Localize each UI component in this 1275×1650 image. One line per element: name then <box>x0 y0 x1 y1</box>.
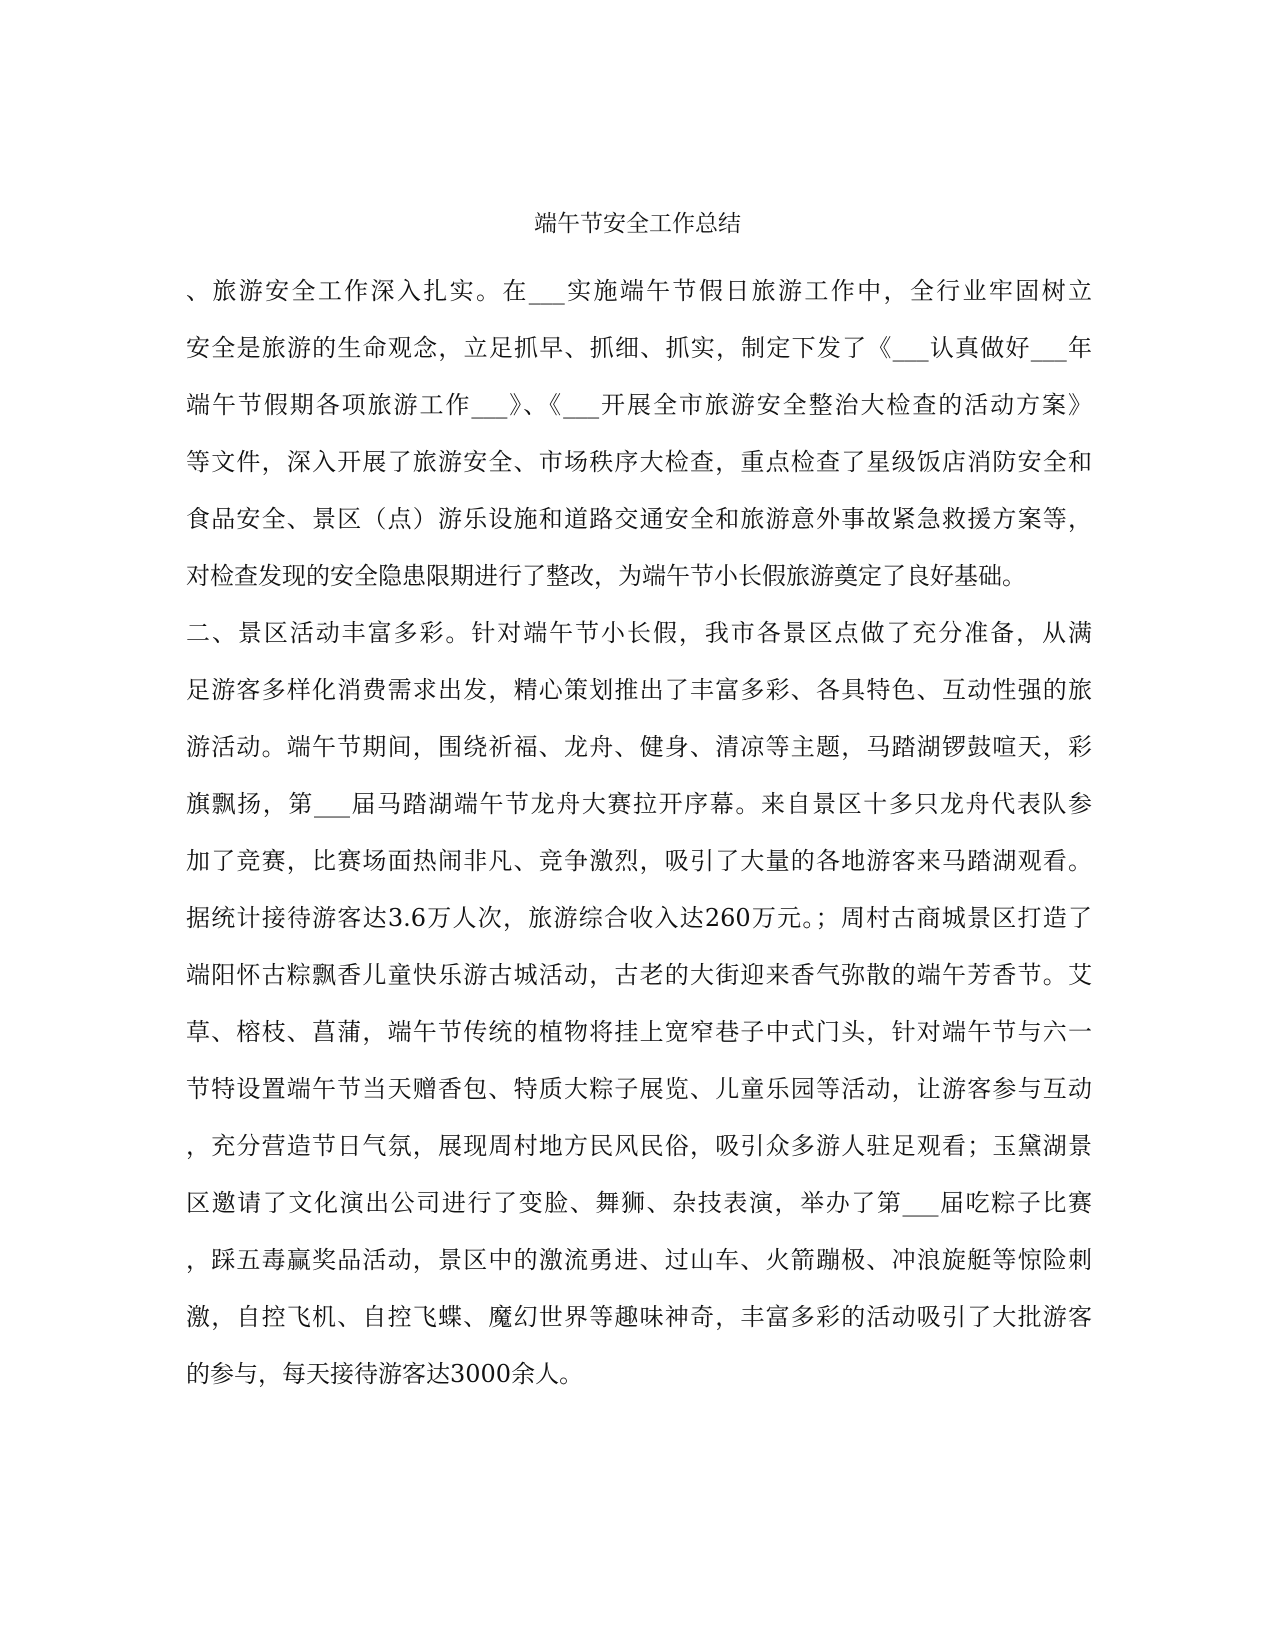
paragraph-tourism-safety <box>186 271 1092 613</box>
paragraph-line: ，充分营造节日气氛，展现周村地方民风民俗，吸引众多游人驻足观看；玉黛湖景 <box>186 1132 1092 1160</box>
paragraph-line: 草、榕枝、菖蒲，端午节传统的植物将挂上宽窄巷子中式门头，针对端午节与六一 <box>186 1018 1092 1046</box>
paragraph-line: 端阳怀古粽飘香儿童快乐游古城活动，古老的大街迎来香气弥散的端午芳香节。艾 <box>186 961 1092 989</box>
paragraph-line: 、旅游安全工作深入扎实。在___实施端午节假日旅游工作中，全行业牢固树立 <box>186 277 1092 305</box>
paragraph-line: ，踩五毒赢奖品活动，景区中的激流勇进、过山车、火箭蹦极、冲浪旋艇等惊险刺 <box>186 1246 1092 1274</box>
paragraph-line: 二、景区活动丰富多彩。针对端午节小长假，我市各景区点做了充分准备，从满 <box>186 619 1092 647</box>
paragraph-line: 节特设置端午节当天赠香包、特质大粽子展览、儿童乐园等活动，让游客参与互动 <box>186 1075 1092 1103</box>
paragraph-line: 据统计接待游客达3.6万人次，旅游综合收入达260万元。；周村古商城景区打造了 <box>186 904 1092 932</box>
paragraph-line: 激，自控飞机、自控飞蝶、魔幻世界等趣味神奇，丰富多彩的活动吸引了大批游客 <box>186 1303 1092 1331</box>
document-body <box>186 271 1092 1411</box>
paragraph-line: 足游客多样化消费需求出发，精心策划推出了丰富多彩、各具特色、互动性强的旅 <box>186 676 1092 704</box>
paragraph-line: 等文件，深入开展了旅游安全、市场秩序大检查，重点检查了星级饭店消防安全和 <box>186 448 1092 476</box>
paragraph-line: 旗飘扬，第___届马踏湖端午节龙舟大赛拉开序幕。来自景区十多只龙舟代表队参 <box>186 790 1092 818</box>
paragraph-line: 安全是旅游的生命观念，立足抓早、抓细、抓实，制定下发了《___认真做好___年 <box>186 334 1092 362</box>
paragraph-line: 对检查发现的安全隐患限期进行了整改，为端午节小长假旅游奠定了良好基础。 <box>186 562 1026 590</box>
paragraph-line: 食品安全、景区（点）游乐设施和道路交通安全和旅游意外事故紧急救援方案等， <box>186 505 1092 533</box>
paragraph-line: 游活动。端午节期间，围绕祈福、龙舟、健身、清凉等主题，马踏湖锣鼓喧天，彩 <box>186 733 1092 761</box>
paragraph-line: 的参与，每天接待游客达3000余人。 <box>186 1360 584 1388</box>
document-title: 端午节安全工作总结 <box>534 211 741 237</box>
paragraph-line: 加了竞赛，比赛场面热闹非凡、竞争激烈，吸引了大量的各地游客来马踏湖观看。 <box>186 847 1092 875</box>
paragraph-scenic-activities <box>186 613 1092 1411</box>
paragraph-line: 区邀请了文化演出公司进行了变脸、舞狮、杂技表演，举办了第___届吃粽子比赛 <box>186 1189 1092 1217</box>
paragraph-line: 端午节假期各项旅游工作___》、《___开展全市旅游安全整治大检查的活动方案》 <box>186 391 1092 419</box>
